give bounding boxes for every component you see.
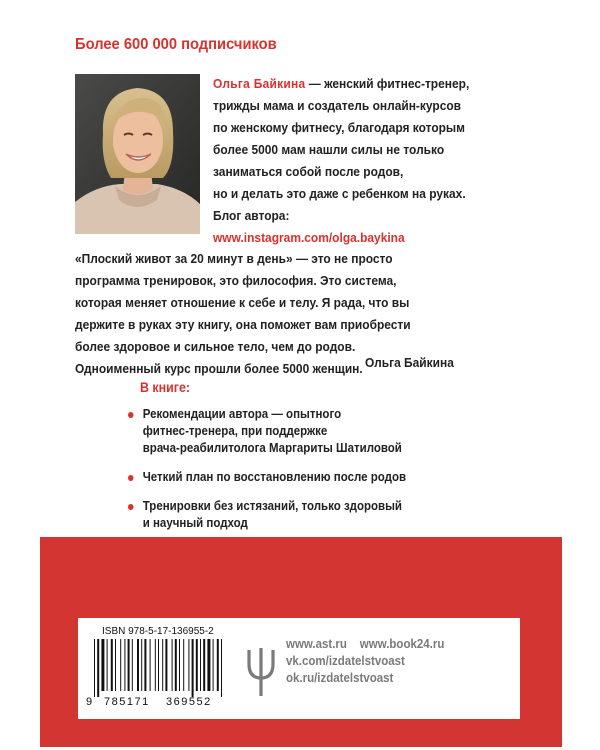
barcode-bar [207,639,210,691]
list-item [128,406,514,457]
blog-label: Блог автора: [213,208,290,223]
author-photo [75,74,200,234]
barcode-bar [213,639,214,691]
bio-line-3: по женскому фитнесу, благодаря которым [213,120,466,135]
barcode-bar [221,639,222,697]
barcode-bar [162,639,163,691]
barcode-bar [137,639,139,691]
list-item-text: Тренировки без истязаний, только здоровый и научный подход [142,499,403,530]
bio-line-2: трижды мама и создатель онлайн-курсов [213,98,462,113]
bio-line-1: — женский фитнес-тренер, [305,76,470,91]
barcode-bar [165,639,167,691]
barcode-bar [107,639,108,691]
quote-signature: Ольга Байкина [365,355,454,370]
in-book-heading: В книге: [140,380,190,395]
barcode-bar [217,639,219,691]
barcode-bar [188,639,189,691]
barcode-bar [97,639,99,697]
bullet-dot-icon [128,412,134,418]
barcode-bar [179,639,180,691]
barcode-bar [175,639,177,691]
barcode-bar [115,639,116,691]
barcode-bar [150,639,151,691]
barcode-bar [124,639,125,691]
barcode-digits-group-1: 785171 [104,696,150,708]
list-item [128,469,514,486]
publisher-links [286,636,444,687]
subscribers-tagline: Более 600 000 подписчиков [75,36,277,53]
author-name: Ольга Байкина [213,76,306,91]
isbn-number: ISBN 978-5-17-136955-2 [102,626,214,637]
author-bio [213,73,563,249]
barcode-digits-group-2: 369552 [166,696,212,708]
bio-line-5: заниматься собой после родов, [213,164,404,179]
link-ast[interactable]: www.ast.ru [286,637,347,651]
bio-line-6: но и делать это даже с ребенком на руках. [213,186,466,201]
bullet-dot-icon [128,504,134,510]
quote-line: держите в руках эту книгу, она поможет вам приобрести [75,317,411,332]
list-item [128,498,514,532]
link-ok[interactable]: ok.ru/izdatelstvoast [286,671,394,685]
link-vk[interactable]: vk.com/izdatelstvoast [286,654,405,668]
publisher-logo-icon [246,646,276,703]
barcode-bar [128,639,130,691]
barcode-bar [101,639,104,691]
barcode-bar [183,639,184,691]
isbn-barcode [86,626,232,712]
bullet-dot-icon [128,475,134,481]
quote-line: более здоровое и сильное тело, чем до родов. [75,339,356,354]
barcode-bar [120,639,121,691]
barcode-bar [111,639,113,691]
barcode-bar [203,639,205,691]
barcode-bar [200,639,201,691]
barcode-bar [196,639,198,691]
barcode-bar [192,639,194,697]
in-book-list [128,406,514,544]
barcode-bar [155,639,156,691]
quote-line: Одноименный курс прошли более 5000 женщин. [75,361,363,376]
list-item-text: Четкий план по восстановлению после родов [142,470,407,484]
barcode-bar [132,639,133,691]
blog-link[interactable]: www.instagram.com/olga.baykina [213,230,405,245]
barcode-bar [144,639,146,691]
barcode-bars [94,639,226,697]
quote-line: которая меняет отношение к себе и телу. Я рада, что вы [75,295,410,310]
barcode-bar [141,639,142,691]
quote-line: программа тренировок, это философия. Это система, [75,273,397,288]
barcode-digit-first: 9 [86,696,93,708]
barcode-bar [94,639,95,697]
barcode-bar [172,639,173,691]
barcode-bar [158,639,159,691]
bio-line-4: более 5000 мам нашли силы не только [213,142,445,157]
author-quote [75,248,535,380]
link-book24[interactable]: www.book24.ru [359,637,445,651]
quote-line: «Плоский живот за 20 минут в день» — это не просто [75,251,393,266]
list-item-text: Рекомендации автора — опытного фитнес-тренера, при поддержке врача-реабилитолога Маргариты Шатиловой [142,407,402,455]
